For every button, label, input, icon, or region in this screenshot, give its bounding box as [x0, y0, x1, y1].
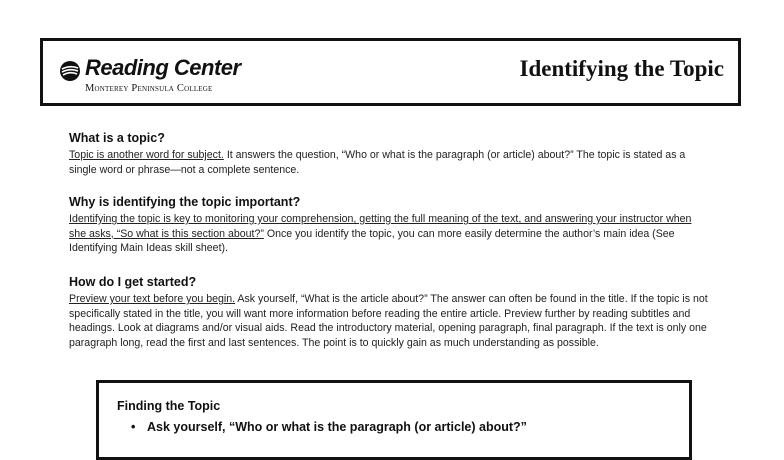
reading-center-logo-icon [59, 60, 81, 82]
underlined-text: Identifying the topic is key to monitoring your comprehension, getting the full meaning of the text, and answering your instructor when she asks, “So what is this section about?” [69, 213, 692, 240]
section-paragraph [69, 292, 709, 350]
section-question: How do I get started? [69, 275, 197, 289]
section-question: What is a topic? [69, 131, 165, 145]
list-item [131, 419, 527, 436]
paragraph-text: It answers the question, “Who or what is the paragraph (or article) about?” The topic is stated as a single word or phrase—not a complete sentence. [69, 149, 686, 176]
bullet-icon: • [131, 420, 136, 434]
finding-topic-title: Finding the Topic [117, 399, 221, 413]
finding-topic-list [131, 419, 527, 436]
header-box [40, 38, 741, 106]
section-paragraph [69, 212, 709, 256]
section-paragraph [69, 148, 709, 177]
list-item-text: Ask yourself, “Who or what is the paragraph (or article) about?” [147, 420, 527, 434]
logo-title: Reading Center [85, 55, 241, 80]
finding-topic-box [96, 380, 692, 460]
paragraph-text: Ask yourself, “What is the article about?” The answer can often be found in the title. If the topic is not specifically stated in the title, you will want more information before reading the entire article. Preview further by reading subtitles and headings. Look at diagrams and/or visual aids. Read the introductory material, opening paragraph, final paragraph. If the text is only one paragraph long, read the first and last sentences. The point is to quickly gain as much understanding as possible. [69, 293, 708, 349]
section-why-important [69, 195, 709, 256]
section-question: Why is identifying the topic important? [69, 195, 301, 209]
paragraph-text: Once you identify the topic, you can more easily determine the author’s main idea (See Identifying Main Ideas skill sheet). [69, 227, 675, 255]
section-get-started [69, 275, 709, 350]
logo-subtitle: Monterey Peninsula College [85, 83, 213, 94]
underlined-text: Preview your text before you begin. [69, 293, 236, 305]
document-title: Identifying the Topic [519, 56, 724, 81]
section-what-is-topic [69, 131, 709, 177]
underlined-text: Topic is another word for subject. [69, 149, 224, 161]
